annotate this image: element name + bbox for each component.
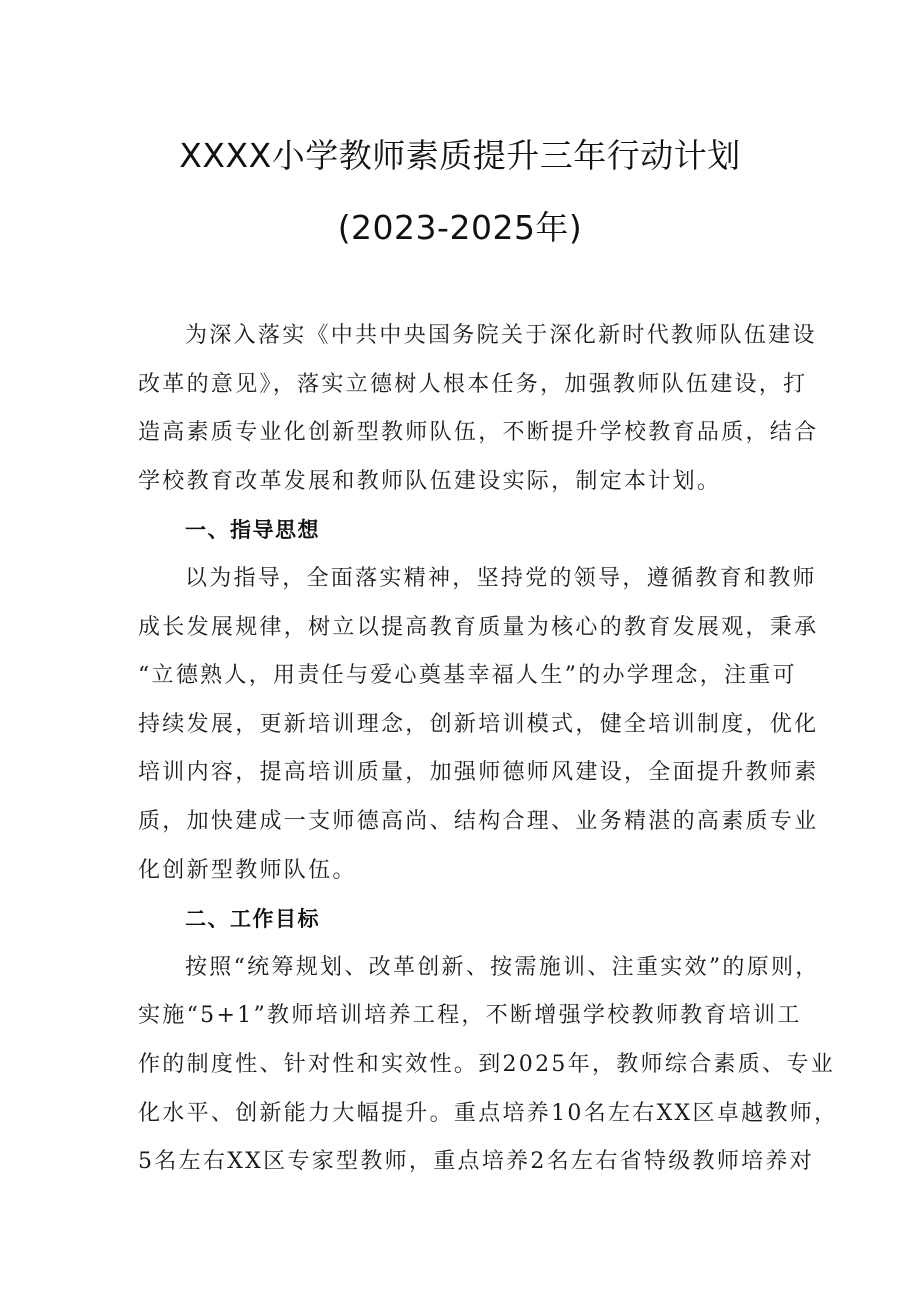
paragraph-line: 实施“5+1”教师培训培养工程，不断增强学校教师教育培训工 bbox=[138, 1003, 802, 1029]
paragraph-line: 作的制度性、针对性和实效性。到2025年，教师综合素质、专业 bbox=[138, 1051, 835, 1077]
section-heading-work-goals: 二、工作目标 bbox=[185, 907, 320, 932]
paragraph-line: 持续发展，更新培训理念，创新培训模式，健全培训制度，优化 bbox=[138, 711, 819, 737]
intro-paragraph bbox=[138, 312, 819, 506]
paragraph-line: “立德熟人，用责任与爱心奠基幸福人生”的办学理念，注重可 bbox=[138, 663, 797, 689]
document-subtitle-years: (2023-2025年) bbox=[337, 208, 583, 247]
paragraph-line: 化水平、创新能力大幅提升。重点培养10名左右XX区卓越教师， bbox=[138, 1100, 839, 1126]
paragraph-line: 改革的意见》，落实立德树人根本任务，加强教师队伍建设，打 bbox=[138, 371, 808, 397]
paragraph-line: 成长发展规律，树立以提高教育质量为核心的教育发展观，秉承 bbox=[138, 614, 819, 640]
paragraph-line: 造高素质专业化创新型教师队伍，不断提升学校教育品质，结合 bbox=[138, 420, 819, 446]
document-title: XXXX小学教师素质提升三年行动计划 bbox=[179, 136, 741, 175]
work-goals-paragraph bbox=[138, 944, 839, 1187]
guiding-ideology-paragraph bbox=[138, 555, 819, 895]
paragraph-line: 培训内容，提高培训质量，加强师德师风建设，全面提升教师素 bbox=[138, 760, 819, 786]
paragraph-line: 质，加快建成一支师德高尚、结构合理、业务精湛的高素质专业 bbox=[138, 808, 819, 834]
paragraph-line: 化创新型教师队伍。 bbox=[138, 857, 357, 883]
paragraph-line: 按照“统筹规划、改革创新、按需施训、注重实效”的原则， bbox=[185, 954, 820, 980]
paragraph-line: 为深入落实《中共中央国务院关于深化新时代教师队伍建设 bbox=[185, 323, 817, 348]
document-body bbox=[138, 312, 839, 1187]
section-heading-guiding-ideology: 一、指导思想 bbox=[185, 518, 320, 543]
paragraph-line: 以为指导，全面落实精神，坚持党的领导，遵循教育和教师 bbox=[185, 565, 817, 591]
paragraph-line: 学校教育改革发展和教师队伍建设实际，制定本计划。 bbox=[138, 468, 722, 494]
paragraph-line: 5名左右XX区专家型教师，重点培养2名左右省特级教师培养对 bbox=[138, 1149, 815, 1175]
